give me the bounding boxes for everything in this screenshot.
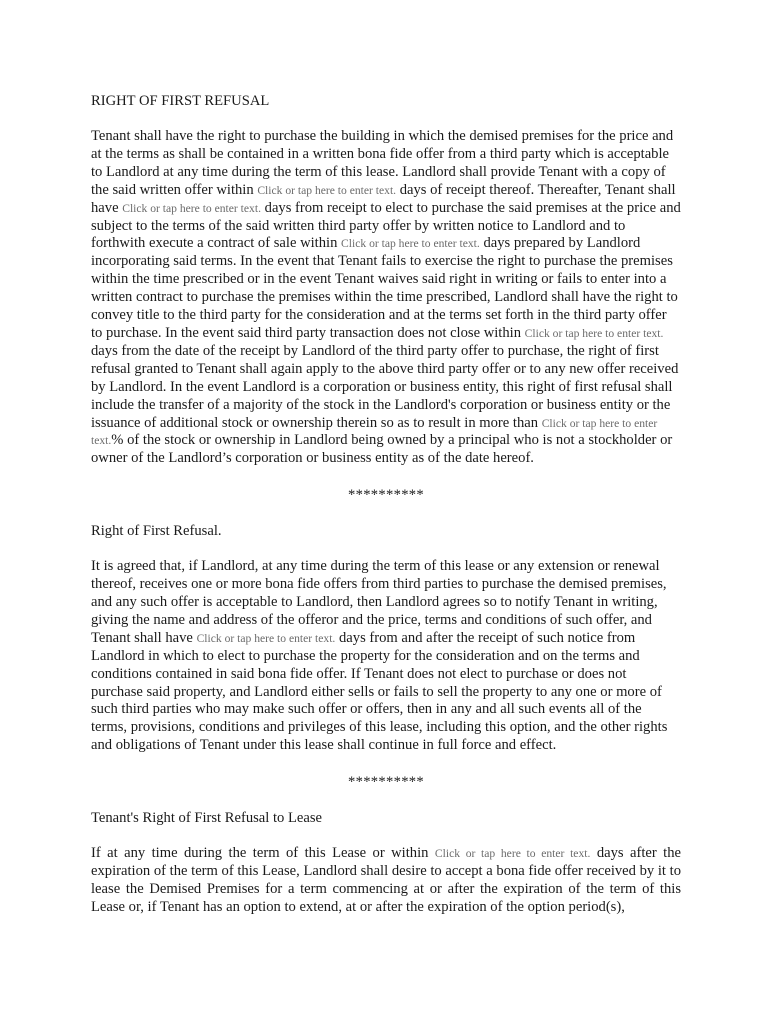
placeholder-field[interactable]: Click or tap here to enter text. xyxy=(341,237,480,251)
text-run: It is agreed that, if Landlord, at any time during the term of this lease or any extension or renewal thereof, receives one or more bona fide offers from third parties to purchase the demised premises, and any such offer is acceptable to Landlord, then Landlord agrees so to notify Tenant in writing, giving the name and address of the offeror and the price, terms and conditions of such offer, and Tenant shall have xyxy=(91,558,667,646)
section-title-right-of-first-refusal: RIGHT OF FIRST REFUSAL xyxy=(91,93,270,109)
paragraph-tenant-right-to-lease xyxy=(91,845,681,917)
placeholder-field[interactable]: Click or tap here to enter text. xyxy=(524,326,664,340)
document-page xyxy=(91,92,681,935)
placeholder-field[interactable]: Click or tap here to enter text. xyxy=(196,631,336,645)
text-run: % of the stock or ownership in Landlord being owned by a principal who is not a stockholder or owner of the Landlord’s corporation or business entity as of the date hereof. xyxy=(91,432,673,467)
paragraph-right-of-first-refusal-2 xyxy=(91,558,681,755)
separator: ********** xyxy=(348,487,424,504)
section-title-right-of-first-refusal-2: Right of First Refusal. xyxy=(91,523,222,540)
text-run: days from the date of the receipt by Landlord of the third party offer to purchase, the right of first refusal granted to Tenant shall again apply to the above third party offer or to any new offer received by Landlord. In the event Landlord is a corporation or business entity, this right of first refusal shall include the transfer of a majority of the stock in the Landlord's corporation or business entity or the issuance of additional stock or ownership therein so as to result in more than xyxy=(91,342,679,431)
placeholder-field[interactable]: Click or tap here to enter text. xyxy=(122,201,261,215)
text-run: days after the expiration of the term of this Lease, Landlord shall desire to accept a bona fide offer received by it to lease the Demised Premises for a term commencing at or after the expiration of the term of this Lease or, if Tenant has an option to extend, at or after the expiration of the option period(s), xyxy=(91,845,681,915)
text-run: days from and after the receipt of such notice from Landlord in which to elect to purchase the property for the consideration and on the terms and conditions contained in said bona fide offer. If Tenant does not elect to purchase or does not purchase said property, and Landlord either sells or fails to sell the property to any one or more of such third parties who may make such offer or offers, then in any and all such events all of the terms, provisions, conditions and privileges of this lease, including this option, and the other rights and obligations of Tenant under this lease shall continue in full force and effect. xyxy=(91,629,668,754)
placeholder-field[interactable]: Click or tap here to enter text. xyxy=(91,416,658,448)
section-title-tenant-right-to-lease: Tenant's Right of First Refusal to Lease xyxy=(91,810,323,827)
text-run: days prepared by Landlord incorporating said terms. In the event that Tenant fails to exercise the right to purchase the premises within the time prescribed or in the event Tenant waives said right in writing or fails to enter into a written contract to purchase the premises within the time prescribed, Landlord shall have the right to convey title to the third party for the consideration and at the terms set forth in the third party offer to purchase. In the event said third party transaction does not close within xyxy=(91,235,678,341)
placeholder-field[interactable]: Click or tap here to enter text. xyxy=(434,847,591,861)
placeholder-field[interactable]: Click or tap here to enter text. xyxy=(257,183,397,197)
text-run: Tenant shall have the right to purchase the building in which the demised premises for the price and at the terms as shall be contained in a written bona fide offer from a third party which is acceptable to Landlord at any time during the term of this lease. Landlord shall provide Tenant with a copy of the said written offer within xyxy=(91,128,674,198)
text-run: days of receipt thereof. Thereafter, Tenant shall have xyxy=(91,181,676,216)
text-run: days from receipt to elect to purchase the said premises at the price and subject to the terms of the said written third party offer by written notice to Landlord and to forthwith execute a contract of sale within xyxy=(91,199,681,252)
text-run: If at any time during the term of this Lease or within xyxy=(91,845,429,862)
paragraph-right-of-first-refusal xyxy=(91,128,681,468)
separator: ********** xyxy=(348,774,424,791)
